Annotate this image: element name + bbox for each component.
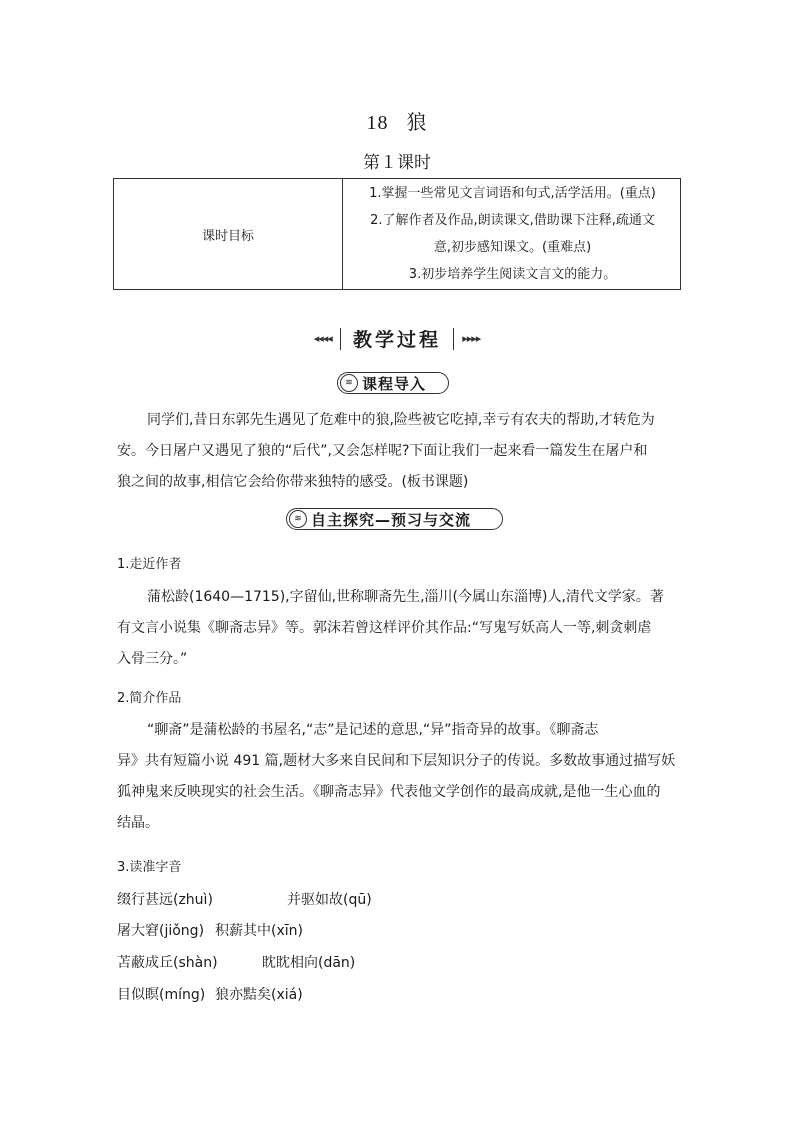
author-line: 有文言小说集《聊斋志异》等。郭沫若曾这样评价其作品:“写鬼写妖高人一等,刺贪刺虐 [117,620,652,636]
pron-item: 苫蔽成丘(shàn) [117,955,218,971]
banner-title: 教学过程 [352,329,441,351]
goal-item: 2.了解作者及作品,朗读课文,借助课下注释,疏通文 [370,213,655,228]
left-arrows-icon: ◂◂◂◂ [313,332,332,345]
work-line: 结晶。 [117,815,159,831]
intro-line: 狼之间的故事,相信它会给你带来独特的感受。(板书课题) [117,474,469,490]
goal-item: 3.初步培养学生阅读文言文的能力。 [408,267,617,282]
author-line: 蒲松龄(1640—1715),字留仙,世称聊斋先生,淄川(今属山东淄博)人,清代文学家。著 [147,589,664,605]
goals-table [113,178,681,290]
divider [340,328,341,350]
pron-item: 缀行甚远(zhuì) [117,892,213,908]
goals-list [343,179,681,290]
section-title: 自主探究—预习与交流 [311,510,472,529]
pronunciation-heading: 3.读准字音 [117,860,182,875]
work-line: 异》共有短篇小说 491 篇,题材大多来自民间和下层知识分子的传说。多数故事通过描写妖 [117,753,676,769]
intro-paragraph [117,405,677,498]
author-heading: 1.走近作者 [117,557,182,572]
author-paragraph [117,582,677,675]
pron-item: 屠大窘(jiǒng) [117,923,205,939]
goal-item: 意,初步感知课文。(重难点) [433,240,592,255]
pronunciation-row [117,984,303,1004]
goals-label: 课时目标 [114,179,343,290]
book-icon: ≋ [289,510,307,528]
lesson-name: 狼 [406,110,428,134]
pronunciation-row [117,889,372,909]
pron-item: 积薪其中(xīn) [215,923,303,939]
section-title: 课程导入 [362,374,427,393]
pronunciation-row [117,920,303,940]
lesson-title [0,106,794,135]
pron-item: 并驱如故(qū) [287,892,372,908]
process-banner [0,325,794,352]
work-paragraph [117,715,677,839]
intro-line: 同学们,昔日东郭先生遇见了危难中的狼,险些被它吃掉,幸亏有农夫的帮助,才转危为 [147,412,655,428]
session-title: 第１课时 [363,153,431,173]
goal-item: 1.掌握一些常见文言词语和句式,活学活用。(重点) [369,186,656,201]
work-line: “聊斋”是蒲松龄的书屋名,“志”是记述的意思,“异”指奇异的故事。《聊斋志 [147,722,599,738]
work-heading: 2.简介作品 [117,691,182,706]
divider [453,328,454,350]
pron-item: 狼亦黠矣(xiá) [215,987,303,1003]
book-icon: ≋ [340,374,358,392]
pron-item: 目似瞑(míng) [117,987,206,1003]
section-heading-intro [337,372,449,394]
section-heading-selfstudy [286,508,503,530]
right-arrows-icon: ▸▸▸▸ [462,332,481,345]
lesson-number: 18 [366,112,389,134]
pron-item: 眈眈相向(dān) [262,955,356,971]
intro-line: 安。今日屠户又遇见了狼的“后代”,又会怎样呢?下面让我们一起来看一篇发生在屠户和 [117,443,648,459]
work-line: 狐神鬼来反映现实的社会生活。《聊斋志异》代表他文学创作的最高成就,是他一生心血的 [117,784,661,800]
pronunciation-row [117,952,355,972]
author-line: 入骨三分。” [117,651,188,667]
